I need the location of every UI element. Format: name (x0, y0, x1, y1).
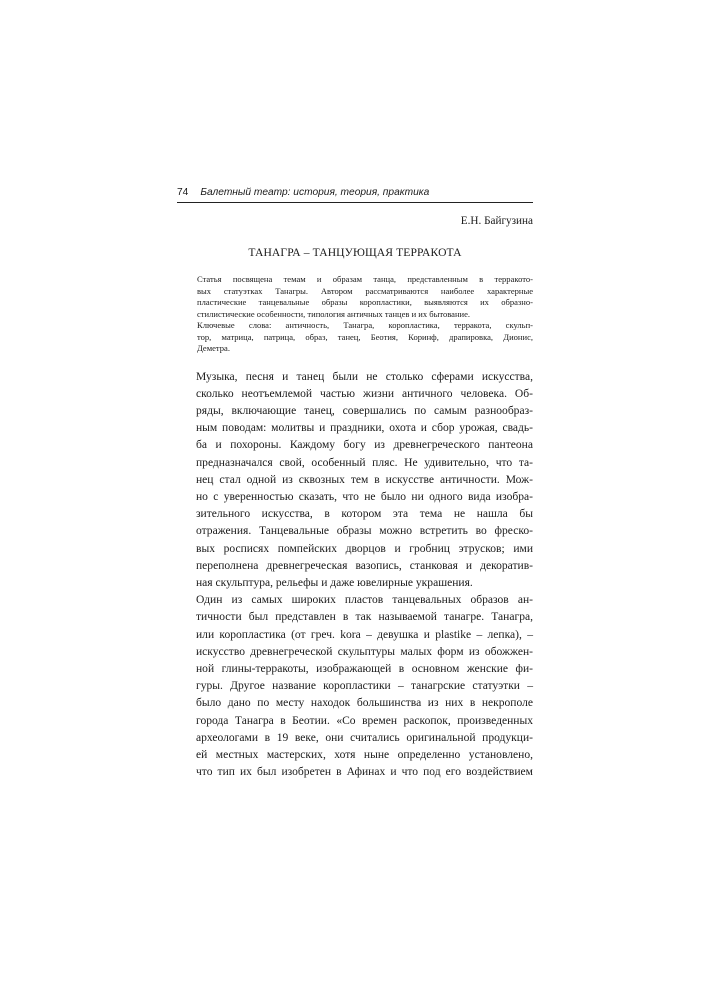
body-line: ная скульптура, рельефы и даже ювелирные украшения. (196, 576, 473, 589)
body-paragraph-2 (177, 592, 533, 781)
body-line: предназначался свой, особенный пляс. Не удивительно, что та- (196, 456, 533, 469)
body-line: ной глины-терракоты, изображающей в основном женские фи- (196, 662, 533, 675)
journal-title: Балетный театр: история, теория, практика (200, 187, 430, 198)
body-line: археологами в 19 веке, они считались оригинальной продукци- (196, 731, 533, 744)
body-line: сколько неотъемлемой частью жизни античного человека. Об- (196, 387, 533, 400)
page-number: 74 (177, 187, 189, 198)
body-line: ба и похороны. Каждому богу из древнегреческого пантеона (196, 439, 533, 452)
body-line: ным поводам: молитвы и праздники, охота и сбор урожая, свадь- (196, 422, 533, 435)
body-line: тичности был представлен в так называемой танагре. Танагра, (196, 611, 533, 624)
abstract-line: пластические танцевальные образы коропластики, выявляются их образно- (197, 297, 533, 307)
abstract (177, 274, 533, 355)
abstract-line: стилистические особенности, типология античных танцев и их бытование. (197, 308, 471, 319)
body-line: Музыка, песня и танец были не столько сферами искусства, (196, 370, 533, 383)
article-title: ТАНАГРА – ТАНЦУЮЩАЯ ТЕРРАКОТА (248, 246, 462, 259)
body-paragraph-1 (177, 369, 533, 593)
abstract-keywords (177, 320, 533, 355)
body-line: гуры. Другое название коропластики – танагрские статуэтки – (196, 680, 533, 693)
author-name: Е.Н. Байгузина (460, 215, 533, 227)
body-line: зительного искусства, в котором эта тема не нашла бы (196, 508, 533, 521)
body-line: что тип их был изобретен в Афинах и что под его воздействием (196, 766, 533, 779)
keywords-line: тор, матрица, патрица, образ, танец, Беотия, Коринф, драпировка, Дионис, (197, 331, 533, 342)
abstract-line: Статья посвящена темам и образам танца, представленным в терракото- (197, 274, 533, 284)
body-line: отражения. Танцевальные образы можно встретить во фреско- (196, 525, 533, 538)
abstract-summary (177, 274, 533, 320)
body-line: ряды, включающие танец, совершались по самым разнообраз- (196, 404, 533, 417)
body-line: переполнена древнегреческая вазопись, станковая и декоратив- (196, 559, 533, 572)
body-line: но с уверенностью сказать, что не было ни одного вида изобра- (196, 490, 533, 503)
body-line: ей местных мастерских, хотя ныне определенно установлено, (196, 748, 533, 761)
body-line: или коропластика (от греч. kora – девушка и plastike – лепка), – (196, 628, 533, 641)
body-line: города Танагра в Беотии. «Со времен раскопок, произведенных (196, 714, 533, 727)
body-line: нец стал одной из сквозных тем в искусстве античности. Мож- (196, 473, 533, 486)
body-line: искусство древнегреческой скульптуры малых форм из обожжен- (196, 645, 533, 658)
keywords-line: Ключевые слова: античность, Танагра, коропластика, терракота, скульп- (197, 320, 533, 330)
body-line: Один из самых широких пластов танцевальных образов ан- (196, 594, 533, 607)
body-line: вых росписях помпейских дворцов и гробниц этрусков; ими (196, 542, 533, 555)
document-page (177, 186, 533, 781)
running-header (177, 186, 533, 203)
abstract-line: вых статуэтках Танагры. Автором рассматриваются наиболее характерные (197, 285, 533, 296)
body-line: было дано по месту находок большинства из них в некрополе (196, 697, 533, 710)
keywords-line: Деметра. (197, 343, 230, 353)
article-body (177, 369, 533, 782)
